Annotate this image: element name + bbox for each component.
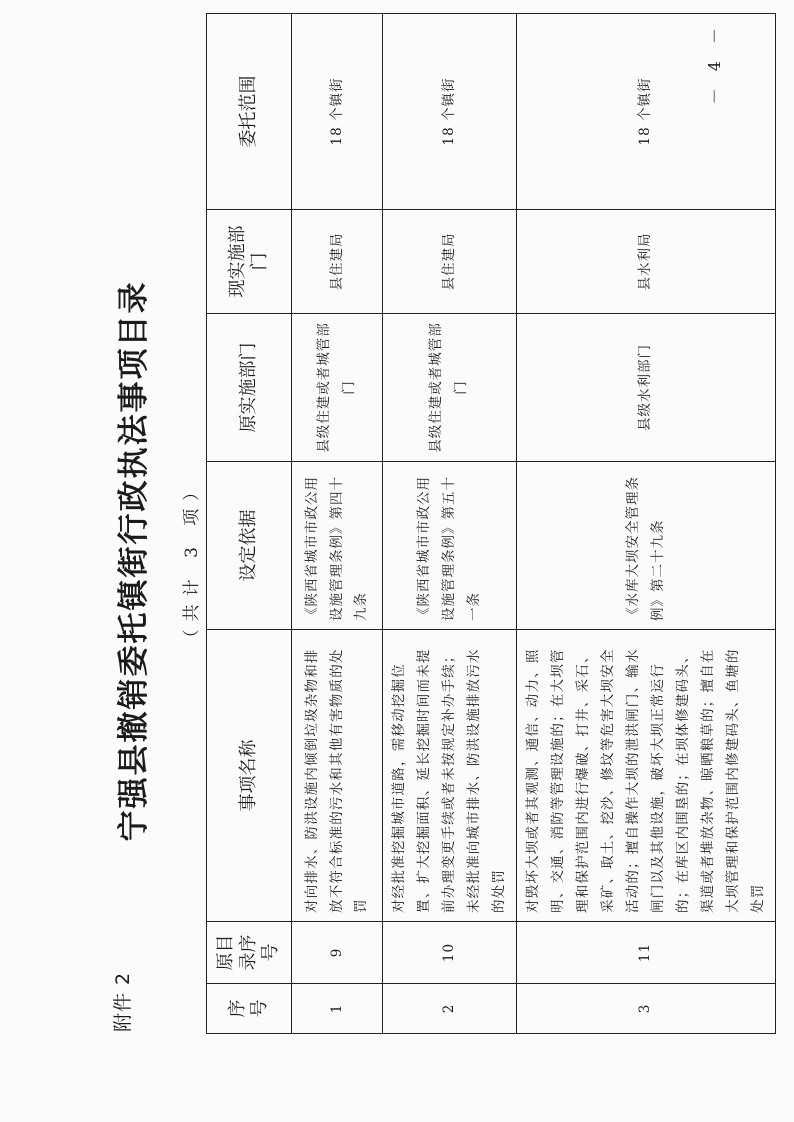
page-number: － 4 － [705,22,724,105]
cell-orig-seq: 10 [383,922,517,984]
cell-scope: 18 个镇街 [383,14,517,210]
table-row [516,14,775,1034]
cell-seq: 2 [383,984,517,1034]
cell-curr-dept: 县水利局 [516,210,775,314]
header-curr-dept: 现实施部门 [207,210,292,314]
header-name: 事项名称 [207,630,292,922]
cell-orig-seq: 11 [516,922,775,984]
cell-seq: 1 [292,984,383,1034]
cell-orig-dept: 县级住建或者城管部门 [292,314,383,462]
cell-orig-dept: 县级住建或者城管部门 [383,314,517,462]
header-scope: 委托范围 [207,14,292,210]
matters-table [206,13,776,1034]
page-title: 宁强县撤销委托镇街行政执法事项目录 [116,280,152,842]
cell-scope: 18 个镇街 [516,14,775,210]
header-seq: 序号 [207,984,292,1034]
cell-curr-dept: 县住建局 [292,210,383,314]
cell-name: 对经批准挖掘城市道路，需移动挖掘位置、扩大挖掘面积、延长挖掘时间而未提前办理变更手续或者未按规定补办手续；未经批准向城市排水、防洪设施排放污水的处罚 [383,630,517,922]
page-subtitle: （共计 3 项） [182,475,202,647]
header-orig-seq: 原目录序号 [207,922,292,984]
cell-name: 对毁坏大坝或者其观测、通信、动力、照明、交通、消防等管理设施的；在大坝管理和保护范围内进行爆破、打井、采石、采矿、取土、挖沙、修坟等危害大坝安全活动的；擅自操作大坝的泄洪闸门、输水闸门以及其他设施，破坏大坝正常运行的；在库区内围垦的；在坝体修建码头、渠道或者堆放杂物、晾晒粮草的；擅自在大坝管理和保护范围内修建码头、鱼塘的处罚 [516,630,775,922]
table-header-row [207,14,292,1034]
header-orig-dept: 原实施部门 [207,314,292,462]
cell-orig-dept: 县级水利部门 [516,314,775,462]
cell-curr-dept: 县住建局 [383,210,517,314]
cell-name: 对向排水、防洪设施内倾倒垃圾杂物和排放不符合标准的污水和其他有害物质的处罚 [292,630,383,922]
cell-basis: 《水库大坝安全管理条例》第二十九条 [516,462,775,630]
cell-scope: 18 个镇街 [292,14,383,210]
header-basis: 设定依据 [207,462,292,630]
cell-orig-seq: 9 [292,922,383,984]
cell-basis: 《陕西省城市市政公用设施管理条例》第四十九条 [292,462,383,630]
cell-basis: 《陕西省城市市政公用设施管理条例》第五十一条 [383,462,517,630]
attachment-label: 附件 2 [112,971,134,1032]
table-row [383,14,517,1034]
table-row [292,14,383,1034]
cell-seq: 3 [516,984,775,1034]
